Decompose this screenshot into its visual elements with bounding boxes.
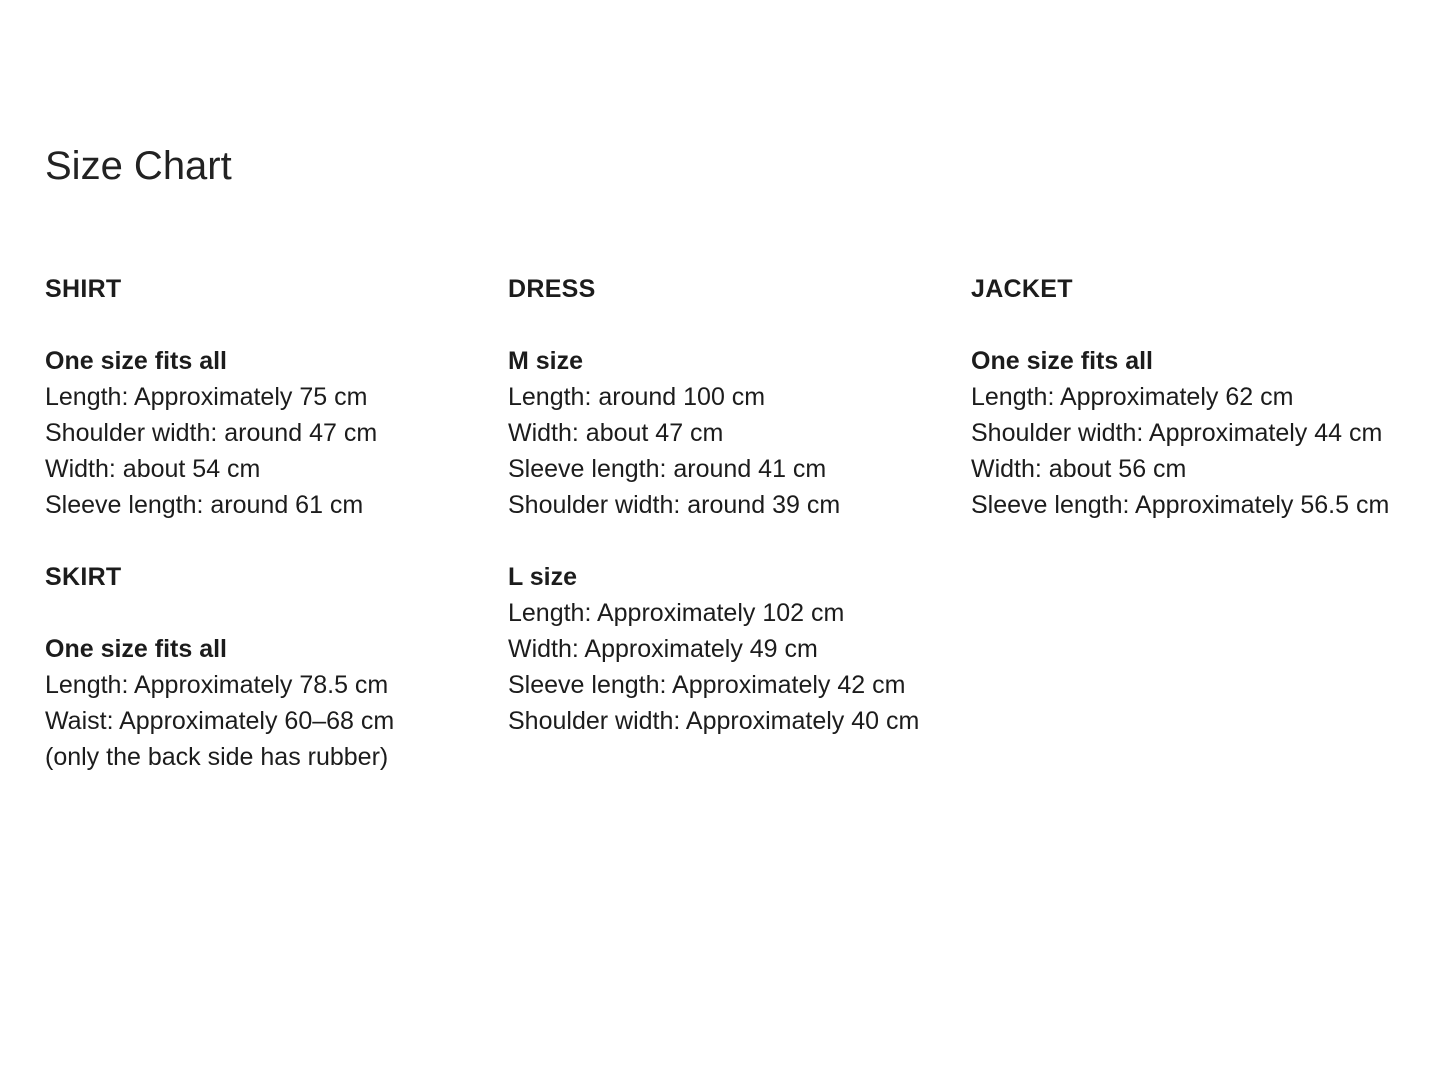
measurement-line: Shoulder width: Approximately 40 cm [508,707,920,735]
measurement-line: Length: around 100 cm [508,383,766,411]
measurement-line: Sleeve length: around 41 cm [508,455,827,483]
measurement-line: Length: Approximately 75 cm [45,383,368,411]
column-jacket [971,271,1404,775]
measurement-line: Shoulder width: around 47 cm [45,419,378,447]
measurement-line: Waist: Approximately 60–68 cm [45,707,395,735]
measurement-line: Width: about 54 cm [45,455,261,483]
column-shirt-skirt [45,271,478,775]
measurement-line: Sleeve length: Approximately 56.5 cm [971,491,1390,519]
group-heading: One size fits all [45,347,228,375]
measurement-line: Sleeve length: Approximately 42 cm [508,671,906,699]
measurement-line: Shoulder width: Approximately 44 cm [971,419,1383,447]
measurement-line: Length: Approximately 78.5 cm [45,671,389,699]
measurement-line: Length: Approximately 62 cm [971,383,1294,411]
section-title-dress: DRESS [508,275,596,303]
measurement-line: Sleeve length: around 61 cm [45,491,364,519]
size-group-dress-m [508,343,941,523]
group-heading: One size fits all [971,347,1154,375]
section-title-jacket: JACKET [971,275,1073,303]
measurement-line: (only the back side has rubber) [45,743,389,771]
section-title-shirt: SHIRT [45,275,122,303]
group-heading: One size fits all [45,635,228,663]
size-group-dress-l [508,559,941,739]
size-group-shirt [45,343,478,523]
group-heading: L size [508,563,578,591]
measurement-line: Length: Approximately 102 cm [508,599,845,627]
size-chart-columns [45,271,1404,775]
page-title: Size Chart [45,144,232,188]
measurement-line: Shoulder width: around 39 cm [508,491,841,519]
size-group-jacket [971,343,1404,523]
section-title-skirt: SKIRT [45,563,122,591]
size-group-skirt [45,631,478,775]
group-heading: M size [508,347,584,375]
column-dress [508,271,941,775]
measurement-line: Width: about 47 cm [508,419,724,447]
measurement-line: Width: Approximately 49 cm [508,635,818,663]
measurement-line: Width: about 56 cm [971,455,1187,483]
